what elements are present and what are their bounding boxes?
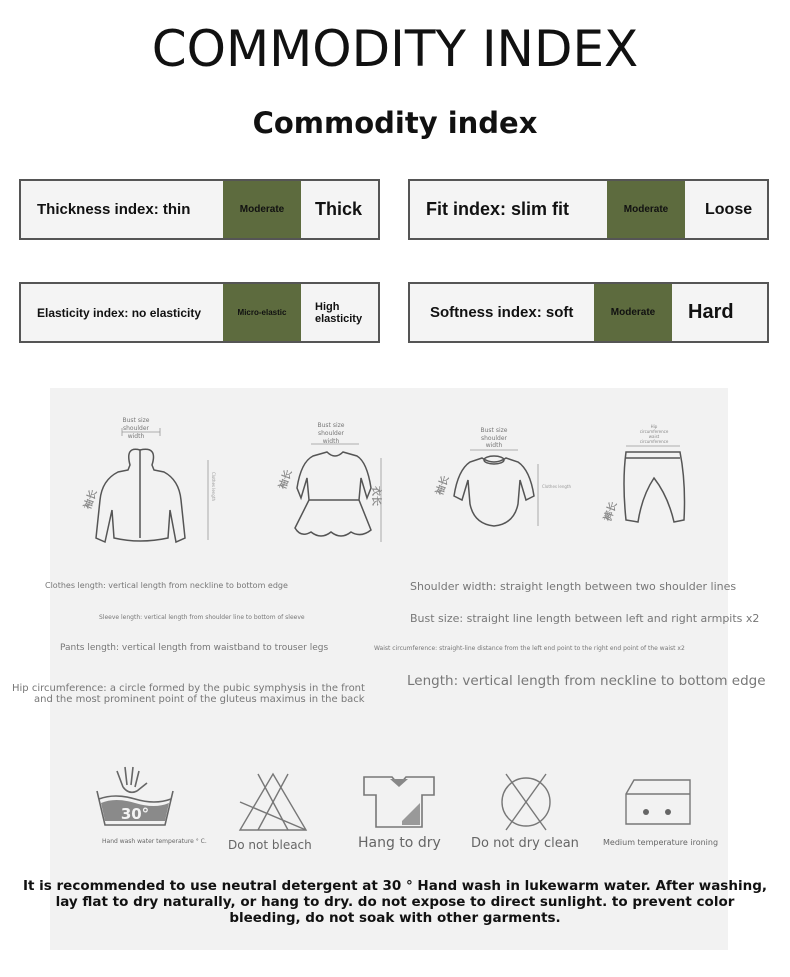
pants-length-cn: 裤长 [602, 500, 620, 524]
dress-shoulder-label: shoulder [317, 430, 345, 437]
fit-index [408, 179, 769, 240]
elasticity-micro: Micro-elastic [223, 284, 301, 341]
dress-length-cn: 衣长 [370, 486, 381, 506]
thickness-end: Thick [315, 199, 363, 219]
thickness-moderate: Moderate [223, 181, 301, 238]
dress-bust-label: Bust size [317, 422, 345, 429]
bodysuit-width-label: width [485, 442, 503, 449]
jacket-sleeve-cn: 袖长 [82, 488, 100, 512]
no-dry-clean-label: Do not dry clean [471, 836, 579, 851]
thickness-index [19, 179, 380, 240]
elasticity-label: Elasticity index: no elasticity [37, 305, 202, 320]
def-length: Length: vertical length from neckline to bottom edge [407, 673, 766, 689]
pants-circ2-label: circumference [639, 439, 669, 444]
thickness-label: Thickness index: thin [37, 201, 191, 218]
pants-hip-label: Hip [650, 424, 658, 429]
elasticity-index [19, 282, 380, 343]
bodysuit-length-en: Clothes length [542, 484, 572, 489]
iron-label: Medium temperature ironing [603, 838, 719, 847]
hang-dry-label: Hang to dry [358, 835, 441, 851]
bodysuit-bust-label: Bust size [480, 427, 508, 434]
fit-moderate: Moderate [607, 181, 685, 238]
section-title: Commodity index [252, 106, 538, 140]
dress-sleeve-cn: 袖长 [277, 468, 295, 492]
def-bust-size: Bust size: straight line length between left and right armpits x2 [410, 612, 760, 625]
def-clothes-length: Clothes length: vertical length from neckline to bottom edge [45, 581, 288, 590]
pants-waist-label: waist [648, 434, 660, 439]
softness-index [408, 282, 769, 343]
no-bleach-label: Do not bleach [228, 838, 312, 852]
pants-circ-label: circumference [639, 429, 669, 434]
no-bleach-icon [238, 772, 308, 834]
def-shoulder-width: Shoulder width: straight length between two shoulder lines [410, 580, 737, 593]
page-title: COMMODITY INDEX [151, 20, 639, 78]
no-dry-clean-icon [498, 772, 554, 832]
hooded-jacket-diagram [80, 410, 220, 550]
jacket-shoulder-label: shoulder [122, 425, 150, 432]
def-hip-line2: and the most prominent point of the gluteus maximus in the back [34, 694, 365, 705]
dress-width-label: width [322, 438, 340, 445]
jacket-bust-label: Bust size [122, 417, 150, 424]
bodysuit-diagram [430, 422, 572, 532]
softness-moderate: Moderate [594, 284, 672, 341]
hand-wash-icon [95, 765, 175, 833]
fit-label: Fit index: slim fit [426, 199, 570, 219]
jacket-length-en: Clothes length [211, 472, 216, 502]
pants-diagram [596, 422, 706, 532]
def-hip-line1: Hip circumference: a circle formed by the pubic symphysis in the front [12, 683, 365, 694]
softness-end: Hard [688, 301, 734, 323]
wash-temp: 30° [120, 805, 150, 823]
hand-wash-label: Hand wash water temperature ° C. [102, 838, 207, 845]
def-sleeve-length: Sleeve length: vertical length from shoulder line to bottom of sleeve [99, 614, 305, 621]
iron-icon [624, 778, 692, 828]
bodysuit-shoulder-label: shoulder [480, 435, 508, 442]
softness-label: Softness index: soft [430, 304, 574, 321]
care-instructions: It is recommended to use neutral detergent at 30 ° Hand wash in lukewarm water. After washing, lay flat to dry naturally, or hang to dry. do not expose to direct sunlight. to prevent color bleeding, do not soak with other garments. [22, 878, 767, 926]
hang-dry-icon [362, 773, 436, 829]
elasticity-end: High elasticity [315, 300, 363, 325]
dress-diagram [275, 418, 395, 548]
def-pants-length: Pants length: vertical length from waistband to trouser legs [60, 643, 329, 653]
bodysuit-sleeve-cn: 袖长 [434, 474, 452, 498]
jacket-width-label: width [127, 433, 145, 440]
def-waist: Waist circumference: straight-line distance from the left end point to the right end point of the waist x2 [374, 645, 685, 652]
fit-end: Loose [705, 200, 753, 218]
